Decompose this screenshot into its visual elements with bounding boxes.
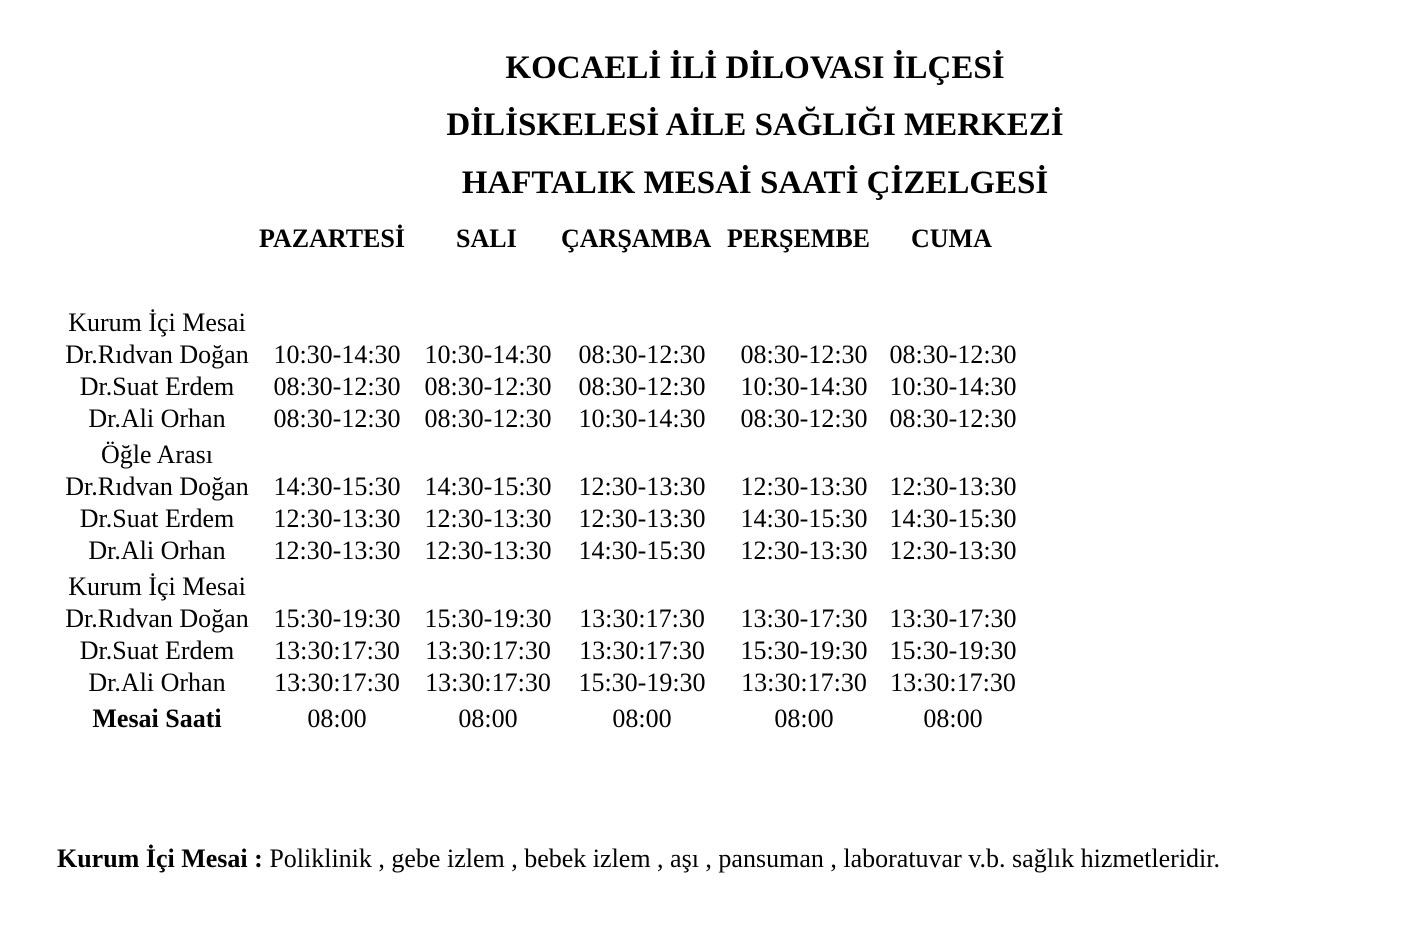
time-cell-monday: 14:30-15:30 xyxy=(273,472,401,501)
day-header-thursday: PERŞEMBE xyxy=(727,224,871,253)
time-cell-wednesday: 13:30:17:30 xyxy=(579,636,705,665)
time-cell-monday: 12:30-13:30 xyxy=(273,536,401,565)
time-cell-tuesday: 08:30-12:30 xyxy=(424,404,552,433)
time-cell-tuesday: 14:30-15:30 xyxy=(424,472,552,501)
time-cell-wednesday: 15:30-19:30 xyxy=(578,668,706,697)
time-cell-wednesday: 10:30-14:30 xyxy=(578,404,706,433)
time-cell-friday: 15:30-19:30 xyxy=(889,636,1017,665)
time-cell-wednesday: 08:30-12:30 xyxy=(578,340,706,369)
header-line-1: KOCAELİ İLİ DİLOVASI İLÇESİ xyxy=(505,50,1005,86)
footnote xyxy=(57,843,1220,875)
doctor-name: Dr.Ali Orhan xyxy=(88,536,226,565)
doctor-name: Dr.Suat Erdem xyxy=(79,372,235,401)
total-hours-tuesday: 08:00 xyxy=(458,704,518,733)
time-cell-tuesday: 13:30:17:30 xyxy=(425,636,551,665)
header-line-2: DİLİSKELESİ AİLE SAĞLIĞI MERKEZİ xyxy=(446,107,1064,143)
doctor-name: Dr.Rıdvan Doğan xyxy=(65,472,249,501)
time-cell-friday: 12:30-13:30 xyxy=(889,536,1017,565)
time-cell-thursday: 13:30-17:30 xyxy=(740,604,868,633)
time-cell-tuesday: 08:30-12:30 xyxy=(424,372,552,401)
time-cell-thursday: 12:30-13:30 xyxy=(740,472,868,501)
time-cell-monday: 08:30-12:30 xyxy=(273,404,401,433)
time-cell-friday: 14:30-15:30 xyxy=(889,504,1017,533)
day-header-tuesday: SALI xyxy=(456,224,517,253)
time-cell-wednesday: 12:30-13:30 xyxy=(578,504,706,533)
time-cell-thursday: 08:30-12:30 xyxy=(740,404,868,433)
time-cell-monday: 10:30-14:30 xyxy=(273,340,401,369)
day-header-friday: CUMA xyxy=(911,224,992,253)
time-cell-thursday: 15:30-19:30 xyxy=(740,636,868,665)
time-cell-monday: 08:30-12:30 xyxy=(273,372,401,401)
time-cell-thursday: 08:30-12:30 xyxy=(740,340,868,369)
time-cell-tuesday: 12:30-13:30 xyxy=(424,504,552,533)
time-cell-tuesday: 13:30:17:30 xyxy=(425,668,551,697)
doctor-name: Dr.Rıdvan Doğan xyxy=(65,340,249,369)
time-cell-tuesday: 12:30-13:30 xyxy=(424,536,552,565)
section-label: Kurum İçi Mesai xyxy=(68,572,246,601)
time-cell-wednesday: 12:30-13:30 xyxy=(578,472,706,501)
time-cell-thursday: 10:30-14:30 xyxy=(740,372,868,401)
total-hours-thursday: 08:00 xyxy=(774,704,834,733)
time-cell-friday: 08:30-12:30 xyxy=(889,404,1017,433)
doctor-name: Dr.Ali Orhan xyxy=(88,404,226,433)
footnote-term: Kurum İçi Mesai : xyxy=(57,844,263,873)
time-cell-friday: 12:30-13:30 xyxy=(889,472,1017,501)
time-cell-friday: 10:30-14:30 xyxy=(889,372,1017,401)
total-hours-monday: 08:00 xyxy=(307,704,367,733)
total-hours-wednesday: 08:00 xyxy=(612,704,672,733)
time-cell-wednesday: 13:30:17:30 xyxy=(579,604,705,633)
time-cell-thursday: 12:30-13:30 xyxy=(740,536,868,565)
time-cell-thursday: 13:30:17:30 xyxy=(741,668,867,697)
time-cell-monday: 13:30:17:30 xyxy=(274,636,400,665)
header-line-3: HAFTALIK MESAİ SAATİ ÇİZELGESİ xyxy=(461,165,1049,201)
day-header-monday: PAZARTESİ xyxy=(259,224,405,253)
time-cell-friday: 13:30:17:30 xyxy=(890,668,1016,697)
time-cell-monday: 12:30-13:30 xyxy=(273,504,401,533)
doctor-name: Dr.Suat Erdem xyxy=(79,504,235,533)
section-label: Öğle Arası xyxy=(101,440,213,469)
time-cell-friday: 08:30-12:30 xyxy=(889,340,1017,369)
time-cell-wednesday: 14:30-15:30 xyxy=(578,536,706,565)
time-cell-tuesday: 10:30-14:30 xyxy=(424,340,552,369)
total-hours-friday: 08:00 xyxy=(923,704,983,733)
total-hours-label: Mesai Saati xyxy=(92,704,222,733)
time-cell-wednesday: 08:30-12:30 xyxy=(578,372,706,401)
time-cell-tuesday: 15:30-19:30 xyxy=(424,604,552,633)
doctor-name: Dr.Ali Orhan xyxy=(88,668,226,697)
time-cell-monday: 15:30-19:30 xyxy=(273,604,401,633)
doctor-name: Dr.Rıdvan Doğan xyxy=(65,604,249,633)
section-label: Kurum İçi Mesai xyxy=(68,308,246,337)
doctor-name: Dr.Suat Erdem xyxy=(79,636,235,665)
time-cell-monday: 13:30:17:30 xyxy=(274,668,400,697)
footnote-text: Poliklinik , gebe izlem , bebek izlem , aşı , pansuman , laboratuvar v.b. sağlık hizmetleridir. xyxy=(262,844,1221,873)
time-cell-friday: 13:30-17:30 xyxy=(889,604,1017,633)
time-cell-thursday: 14:30-15:30 xyxy=(740,504,868,533)
day-header-wednesday: ÇARŞAMBA xyxy=(561,224,712,253)
